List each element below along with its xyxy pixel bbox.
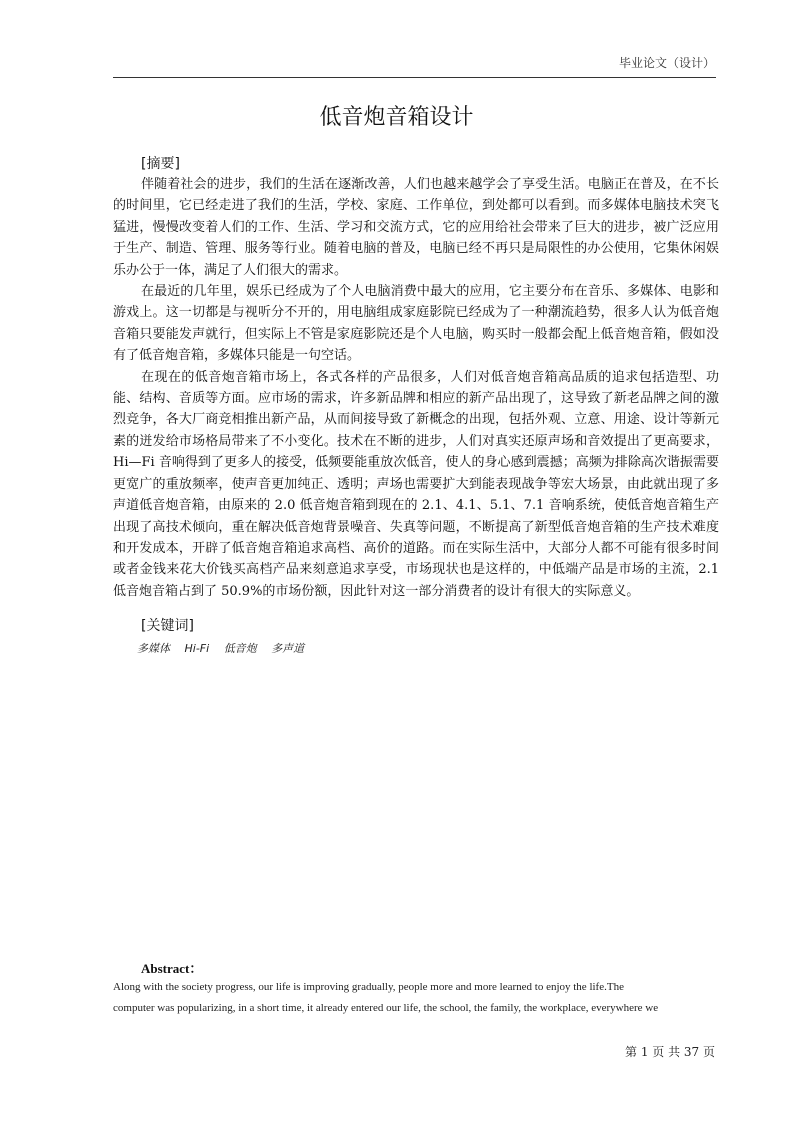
english-abstract-heading: Abstract： (141, 961, 203, 976)
header-rule (113, 77, 716, 78)
keywords-heading: [关键词] (141, 618, 194, 634)
keyword-item: 多声道 (271, 642, 305, 655)
abstract-paragraph: 伴随着社会的进步，我们的生活在逐渐改善，人们也越来越学会了享受生活。电脑正在普及，在不长的时间里，它已经走进了我们的生活，学校、家庭、工作单位，到处都可以看到。而多媒体电脑技术突飞猛进，慢慢改变着人们的工作、生活、学习和交流方式，它的应用给社会带来了巨大的进步，被广泛应用于生产、制造、管理、服务等行业。随着电脑的普及，电脑已经不再只是局限性的办公使用，它集休闲娱乐办公于一体，满足了人们很大的需求。 (113, 177, 719, 278)
keyword-item: 多媒体 (137, 642, 170, 655)
english-abstract-line: computer was popularizing, in a short time, it already entered our life, the school, the family, the workplace, everywhere we (113, 1002, 659, 1014)
abstract-paragraph: 在现在的低音炮音箱市场上，各式各样的产品很多，人们对低音炮音箱高品质的追求包括造型、功能、结构、音质等方面。应市场的需求，许多新品牌和相应的新产品出现了，这导致了新老品牌之间的激烈竞争，各大厂商竞相推出新产品，从而间接导致了新概念的出现，包括外观、立意、用途、设计等新元素的迸发给市场格局带来了不小变化。技术在不断的进步，人们对真实还原声场和音效提出了更高要求，Hi—Fi 音响得到了更多人的接受，低频要能重放次低音，使人的身心感到震撼；高频为排除高次谐振需要更宽广的重放频率，使声音更加纯正、透明；声场也需要扩大到能表现战争等宏大场景，由此就出现了多声道低音炮音箱，由原来的 2.0 低音炮音箱到现在的 2.1、4.1、5.1、7.1 音响系统，使低音炮音箱生产出现了高技术倾向，重在解决低音炮背景噪音、失真等问题，不断提高了新型低音炮音箱的生产技术难度和开发成本，开辟了低音炮音箱追求高档、高价的道路。而在实际生活中，大部分人都不可能有很多时间或者金钱来花大价钱买高档产品来刻意追求享受，市场现状也是这样的，中低端产品是市场的主流，2.1 低音炮音箱占到了 50.9%的市场份额，因此针对这一部分消费者的设计有很大的实际意义。 (113, 369, 719, 599)
document-title: 低音炮音箱设计 (319, 105, 474, 130)
abstract-paragraph: 在最近的几年里，娱乐已经成为了个人电脑消费中最大的应用，它主要分布在音乐、多媒体、电影和游戏上。这一切都是与视听分不开的，用电脑组成家庭影院已经成为了一种潮流趋势，很多人认为低音炮音箱只要能发声就行，但实际上不管是家庭影院还是个人电脑，购买时一般都会配上低音炮音箱，假如没有了低音炮音箱，多媒体只能是一句空话。 (113, 284, 719, 364)
english-abstract-line: Along with the society progress, our life is improving gradually, people more and more learned to enjoy the life.The (113, 981, 624, 993)
abstract-heading: [摘要] (141, 156, 180, 172)
page-number: 第 1 页 共 37 页 (625, 1045, 715, 1059)
keyword-item: Hi-Fi (184, 642, 210, 655)
keyword-item: 低音炮 (223, 642, 257, 655)
english-abstract-body (113, 977, 719, 1019)
keywords-list (137, 640, 315, 656)
header-label: 毕业论文（设计） (618, 56, 715, 70)
abstract-body (113, 174, 719, 602)
